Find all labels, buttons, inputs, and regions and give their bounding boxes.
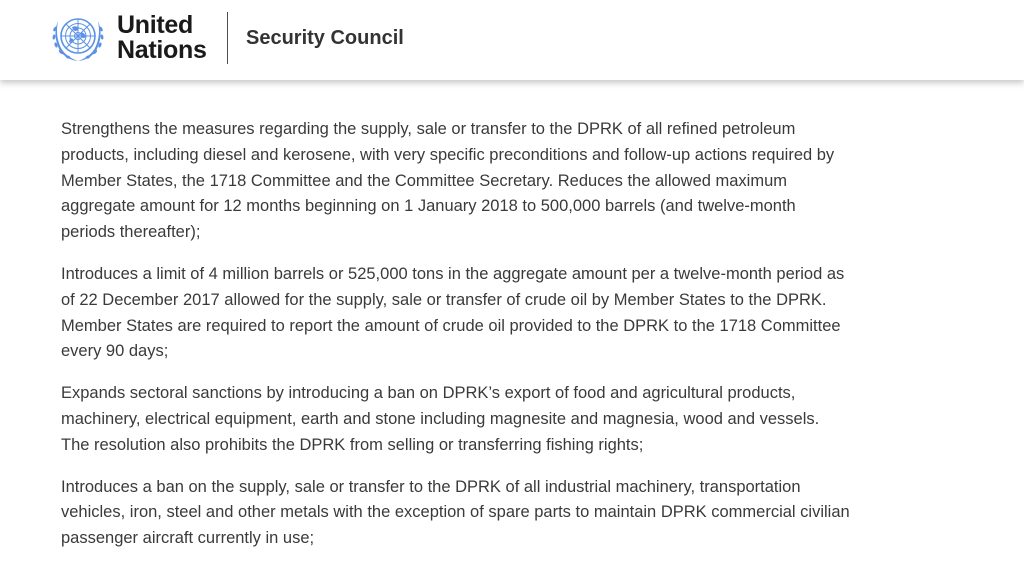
un-emblem-icon[interactable] <box>46 11 110 67</box>
paragraph: Introduces a limit of 4 million barrels or 525,000 tons in the aggregate amount per a twelve-month period as of 22 December 2017 allowed for the supply, sale or transfer of crude oil by Member States to the DPRK. Member States are required to report the amount of crude oil provided to the DPRK to the 1718 Committee every 90 days; <box>61 264 845 361</box>
section-title[interactable]: Security Council <box>246 27 404 49</box>
header-divider <box>227 12 228 64</box>
org-name-line2: Nations <box>117 36 207 64</box>
org-name[interactable] <box>117 13 207 63</box>
paragraph: Introduces a ban on the supply, sale or transfer to the DPRK of all industrial machinery, transportation vehicles, iron, steel and other metals with the exception of spare parts to maintain DPRK commercial civilian passenger aircraft currently in use; <box>61 477 850 548</box>
org-name-line1: United <box>117 11 193 39</box>
site-header <box>0 0 1024 80</box>
paragraph: Strengthens the measures regarding the supply, sale or transfer to the DPRK of all refined petroleum products, including diesel and kerosene, with very specific preconditions and follow-up actions required by Member States, the 1718 Committee and the Committee Secretary. Reduces the allowed maximum aggregate amount for 12 months beginning on 1 January 2018 to 500,000 barrels (and twelve-month periods thereafter); <box>61 120 835 242</box>
paragraph: Expands sectoral sanctions by introducing a ban on DPRK’s export of food and agricultural products, machinery, electrical equipment, earth and stone including magnesite and magnesia, wood and vessels. The resolution also prohibits the DPRK from selling or transferring fishing rights; <box>61 384 820 454</box>
main-content <box>61 117 851 568</box>
